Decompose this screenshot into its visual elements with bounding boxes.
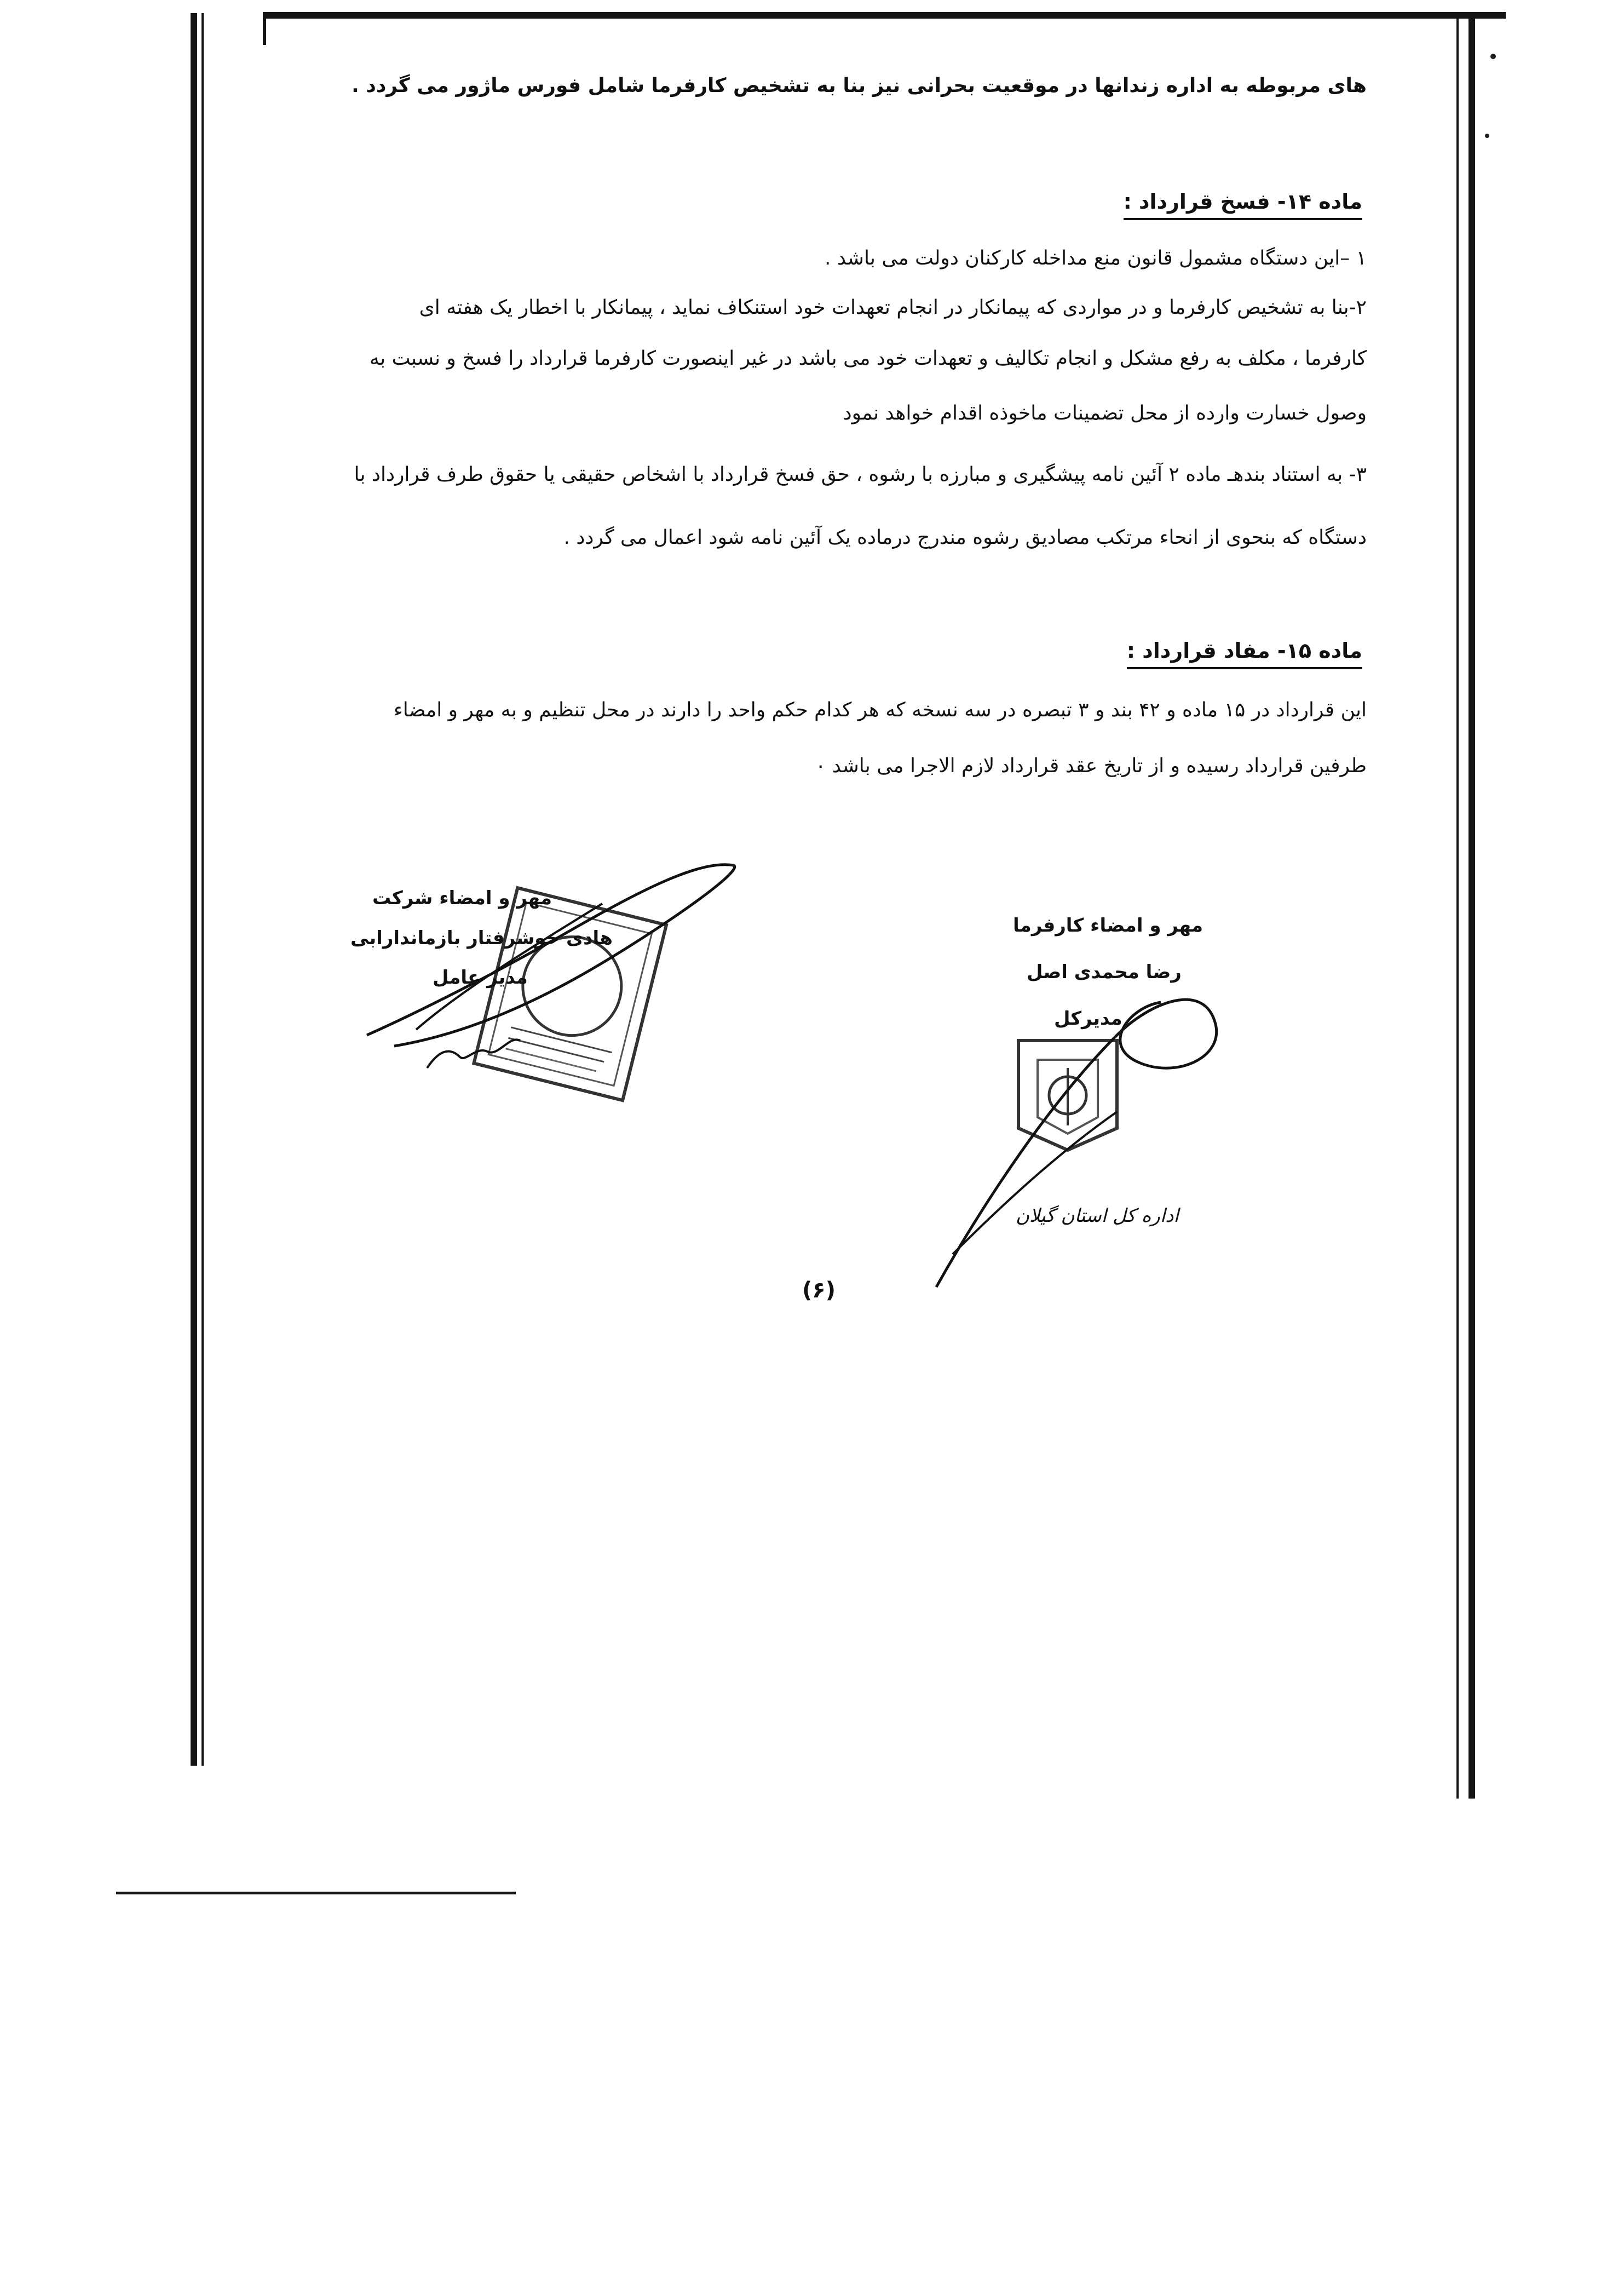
employer-director-role: مدیرکل (1054, 1008, 1122, 1030)
article-15-line: طرفین قرارداد رسیده و از تاریخ عقد قرارداد لازم الاجرا می باشد ٠ (815, 755, 1367, 777)
page-border-left (191, 13, 197, 1766)
article-15-line: این قرارداد در ۱۵ ماده و ۴۲ بند و ۳ تبصره در سه نسخه که هر کدام حکم واحد را دارند در محل تنظیم و به مهر و امضاء (393, 699, 1367, 721)
article-14-line: دستگاه که بنحوی از انحاء مرتکب مصادیق رشوه مندرج درماده یک آئین نامه شود اعمال می گردد . (563, 526, 1367, 549)
page-border-right-inner (1456, 19, 1459, 1799)
page-border-right (1468, 19, 1475, 1799)
company-director-role: مدیر عامل (433, 967, 528, 989)
article-14-heading: ماده ۱۴- فسخ قرارداد : (1124, 186, 1362, 220)
page-number: (۶) (802, 1278, 836, 1303)
employer-office-stamp: اداره کل استان گیلان (1016, 1205, 1179, 1227)
page-border-top (263, 12, 1506, 19)
article-14-line: ۱ –این دستگاه مشمول قانون منع مداخله کارکنان دولت می باشد . (825, 247, 1367, 269)
article-14-line: وصول خسارت وارده از محل تضمینات ماخوذه اقدام خواهد نمود (843, 402, 1367, 424)
page-border-corner (263, 12, 266, 45)
employer-signature-mark (920, 969, 1226, 1298)
intro-line: های مربوطه به اداره زندانها در موقعیت بحرانی نیز بنا به تشخیص کارفرما شامل فورس ماژور می گردد . (352, 74, 1367, 97)
article-14-line: ۳- به استناد بندهـ ماده ۲ آئین نامه پیشگیری و مبارزه با رشوه ، حق فسخ قرارداد با اشخاص حقیقی یا حقوق طرف قرارداد با (354, 463, 1367, 486)
employer-sign-title: مهر و امضاء کارفرما (1013, 915, 1203, 937)
article-14-line: ۲-بنا به تشخیص کارفرما و در مواردی که پیمانکار در انجام تعهدات خود استنکاف نماید ، پیمانکار با اخطار یک هفته ای (419, 296, 1367, 319)
scan-speck (1485, 134, 1489, 138)
article-15-heading: ماده ۱۵- مفاد قرارداد : (1127, 635, 1362, 669)
company-sign-title: مهر و امضاء شرکت (372, 887, 552, 909)
scan-speck (1490, 54, 1496, 59)
page-border-left-inner (201, 13, 204, 1766)
employer-director-name: رضا محمدی اصل (1027, 961, 1182, 983)
company-signature-mark (350, 854, 767, 1084)
company-director-name: هادی خوشرفتار بازماندارابی (350, 927, 613, 949)
scan-footer-rule (116, 1892, 516, 1894)
article-14-line: کارفرما ، مکلف به رفع مشکل و انجام تکالیف و تعهدات خود می باشد در غیر اینصورت کارفرما قرارداد را فسخ و نسبت به (369, 347, 1367, 370)
